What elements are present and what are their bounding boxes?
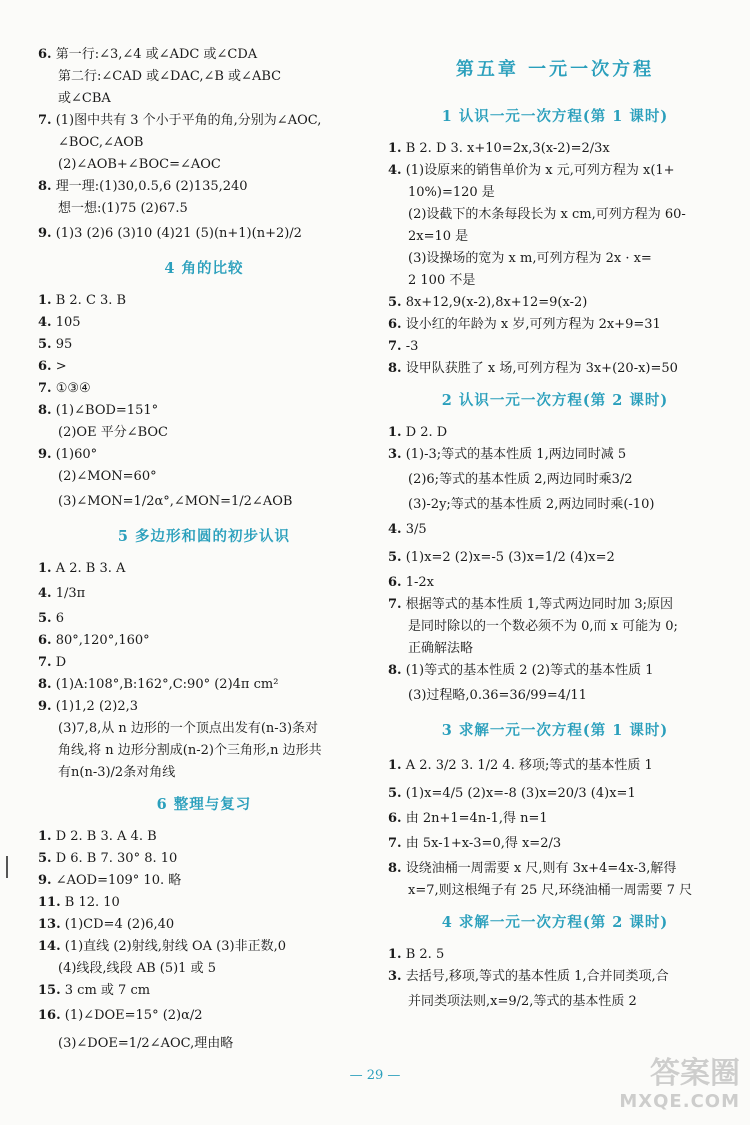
answer-text: x=7,则这根绳子有 25 尺,环绕油桶一周需要 7 尺 bbox=[408, 883, 693, 898]
answer-line bbox=[38, 1030, 370, 1058]
question-number: 6. bbox=[38, 47, 52, 62]
answer-text: 理一理:(1)30,0.5,6 (2)135,240 bbox=[55, 179, 248, 194]
answer-text: 3 cm 或 7 cm bbox=[64, 983, 151, 998]
answer-text: B 2. C 3. B bbox=[55, 293, 127, 308]
answer-text: (1)A:108°,B:162°,C:90° (2)4π cm² bbox=[55, 677, 279, 692]
answer-line bbox=[388, 226, 722, 248]
answer-text: (4)线段,线段 AB (5)1 或 5 bbox=[58, 961, 216, 976]
answer-line bbox=[38, 488, 370, 516]
section-heading: 2 认识一元一次方程(第 2 课时) bbox=[441, 392, 669, 409]
answer-line bbox=[388, 160, 722, 182]
question-number: 6. bbox=[388, 811, 402, 826]
question-number: 4. bbox=[388, 522, 402, 537]
question-number: 7. bbox=[38, 113, 52, 128]
answer-line bbox=[388, 204, 722, 226]
question-number: 1. bbox=[388, 425, 402, 440]
answer-text: > bbox=[55, 359, 67, 374]
answer-text: 第二行:∠CAD 或∠DAC,∠B 或∠ABC bbox=[58, 69, 282, 84]
answer-line bbox=[388, 660, 722, 682]
section-heading: 4 求解一元一次方程(第 2 课时) bbox=[441, 914, 669, 931]
answer-line bbox=[38, 740, 370, 762]
answer-line bbox=[388, 572, 722, 594]
answer-line bbox=[38, 652, 370, 674]
question-number: 7. bbox=[388, 597, 402, 612]
answer-line bbox=[38, 198, 370, 220]
answer-text: (2)6;等式的基本性质 2,两边同时乘3/2 bbox=[408, 472, 633, 487]
question-number: 1. bbox=[38, 829, 52, 844]
question-number: 6. bbox=[38, 633, 52, 648]
answer-text: (2)∠AOB+∠BOC=∠AOC bbox=[58, 157, 221, 172]
answer-text: (3)设操场的宽为 x m,可列方程为 2x · x= bbox=[408, 251, 652, 266]
answer-text: ∠BOC,∠AOB bbox=[58, 135, 144, 150]
answer-line bbox=[38, 44, 370, 66]
answer-text: (1)直线 (2)射线,射线 OA (3)非正数,0 bbox=[64, 939, 286, 954]
question-number: 8. bbox=[38, 403, 52, 418]
question-number: 1. bbox=[38, 561, 52, 576]
question-number: 8. bbox=[38, 677, 52, 692]
question-number: 1. bbox=[388, 758, 402, 773]
right-column bbox=[388, 44, 722, 1016]
answer-line bbox=[388, 494, 722, 516]
watermark-text: 答案圈 bbox=[650, 1056, 740, 1091]
answer-text: 105 bbox=[55, 315, 81, 330]
answer-line bbox=[388, 138, 722, 160]
answer-text: B 2. 5 bbox=[405, 947, 445, 962]
question-number: 8. bbox=[388, 361, 402, 376]
answer-line bbox=[38, 558, 370, 580]
answer-line bbox=[38, 870, 370, 892]
answer-text: B 12. 10 bbox=[64, 895, 120, 910]
question-number: 14. bbox=[38, 939, 61, 954]
answer-text: 3/5 bbox=[405, 522, 427, 537]
answer-text: (2)∠MON=60° bbox=[58, 469, 157, 484]
answer-line bbox=[38, 378, 370, 400]
answer-text: 根据等式的基本性质 1,等式两边同时加 3;原因 bbox=[405, 597, 674, 612]
question-number: 7. bbox=[388, 836, 402, 851]
answer-text: (3)7,8,从 n 边形的一个顶点出发有(n-3)条对 bbox=[58, 721, 319, 736]
answer-text: 1/3π bbox=[55, 586, 86, 601]
answer-text: 10%)=120 是 bbox=[408, 185, 495, 200]
question-number: 8. bbox=[388, 663, 402, 678]
question-number: 15. bbox=[38, 983, 61, 998]
answer-text: 6 bbox=[55, 611, 64, 626]
answer-line bbox=[38, 696, 370, 718]
answer-line bbox=[388, 594, 722, 616]
question-number: 5. bbox=[388, 295, 402, 310]
answer-line bbox=[388, 314, 722, 336]
answer-text: (1)∠DOE=15° (2)α/2 bbox=[64, 1008, 203, 1023]
answer-text: (1)图中共有 3 个小于平角的角,分别为∠AOC, bbox=[55, 113, 322, 128]
answer-line bbox=[388, 358, 722, 380]
answer-line bbox=[388, 830, 722, 858]
answer-text: 2 100 不是 bbox=[408, 273, 476, 288]
watermark-url: MXQE.COM bbox=[619, 1091, 740, 1112]
answer-line bbox=[38, 356, 370, 378]
section-heading: 6 整理与复习 bbox=[156, 796, 252, 813]
answer-text: (3)∠MON=1/2α°,∠MON=1/2∠AOB bbox=[58, 494, 293, 509]
answer-text: ①③④ bbox=[55, 381, 91, 396]
answer-line bbox=[388, 616, 722, 638]
answer-text: 有n(n-3)/2条对角线 bbox=[58, 765, 176, 780]
question-number: 9. bbox=[38, 873, 52, 888]
answer-text: (1)等式的基本性质 2 (2)等式的基本性质 1 bbox=[405, 663, 654, 678]
question-number: 4. bbox=[38, 315, 52, 330]
answer-line bbox=[38, 914, 370, 936]
answer-text: B 2. D 3. x+10=2x,3(x-2)=2/3x bbox=[405, 141, 610, 156]
left-column bbox=[38, 44, 370, 1058]
answer-text: 由 5x-1+x-3=0,得 x=2/3 bbox=[405, 836, 562, 851]
question-number: 7. bbox=[38, 381, 52, 396]
question-number: 7. bbox=[38, 655, 52, 670]
answer-line bbox=[38, 132, 370, 154]
answer-text: (1)CD=4 (2)6,40 bbox=[64, 917, 175, 932]
answer-text: 8x+12,9(x-2),8x+12=9(x-2) bbox=[405, 295, 588, 310]
answer-line bbox=[38, 892, 370, 914]
answer-text: (3)-2y;等式的基本性质 2,两边同时乘(-10) bbox=[408, 497, 655, 512]
answer-line bbox=[38, 312, 370, 334]
answer-text: (1)设原来的销售单价为 x 元,可列方程为 x(1+ bbox=[405, 163, 675, 178]
answer-line bbox=[388, 752, 722, 780]
section-heading: 1 认识一元一次方程(第 1 课时) bbox=[441, 108, 669, 125]
answer-line bbox=[388, 336, 722, 358]
question-number: 5. bbox=[38, 851, 52, 866]
answer-line bbox=[388, 270, 722, 292]
chapter-heading: 第五章 一元一次方程 bbox=[455, 59, 655, 80]
answer-line bbox=[38, 630, 370, 652]
answer-text: (1)1,2 (2)2,3 bbox=[55, 699, 139, 714]
answer-line bbox=[388, 988, 722, 1016]
answer-line bbox=[38, 936, 370, 958]
question-number: 5. bbox=[388, 550, 402, 565]
answer-line bbox=[38, 88, 370, 110]
question-number: 5. bbox=[38, 337, 52, 352]
answer-text: 是同时除以的一个数必须不为 0,而 x 可能为 0; bbox=[408, 619, 678, 634]
question-number: 16. bbox=[38, 1008, 61, 1023]
answer-line bbox=[388, 944, 722, 966]
question-number: 4. bbox=[388, 163, 402, 178]
answer-line bbox=[38, 334, 370, 356]
answer-line bbox=[38, 848, 370, 870]
answer-line bbox=[388, 248, 722, 270]
section-heading: 3 求解一元一次方程(第 1 课时) bbox=[441, 722, 669, 739]
answer-line bbox=[38, 290, 370, 312]
answer-text: -3 bbox=[405, 339, 419, 354]
answer-text: 设绕油桶一周需要 x 尺,则有 3x+4=4x-3,解得 bbox=[405, 861, 677, 876]
answer-text: (3)∠DOE=1/2∠AOC,理由略 bbox=[58, 1036, 234, 1051]
question-number: 1. bbox=[38, 293, 52, 308]
answer-line bbox=[388, 638, 722, 660]
answer-line bbox=[388, 780, 722, 808]
question-number: 13. bbox=[38, 917, 61, 932]
answer-text: (1)x=2 (2)x=-5 (3)x=1/2 (4)x=2 bbox=[405, 550, 615, 565]
answer-line bbox=[388, 516, 722, 544]
answer-line bbox=[38, 1002, 370, 1030]
answer-text: (1)x=4/5 (2)x=-8 (3)x=20/3 (4)x=1 bbox=[405, 786, 636, 801]
answer-text: (3)过程略,0.36=36/99=4/11 bbox=[408, 688, 587, 703]
answer-line bbox=[38, 110, 370, 132]
answer-line bbox=[38, 826, 370, 848]
answer-text: 1-2x bbox=[405, 575, 434, 590]
question-number: 1. bbox=[388, 141, 402, 156]
question-number: 4. bbox=[38, 586, 52, 601]
answer-line bbox=[388, 682, 722, 710]
answer-line bbox=[38, 762, 370, 784]
answer-line bbox=[38, 422, 370, 444]
answer-text: 2x=10 是 bbox=[408, 229, 469, 244]
answer-line bbox=[38, 66, 370, 88]
answer-line bbox=[38, 674, 370, 696]
question-number: 7. bbox=[388, 339, 402, 354]
answer-line bbox=[38, 608, 370, 630]
question-number: 9. bbox=[38, 447, 52, 462]
answer-line bbox=[388, 808, 722, 830]
answer-line bbox=[388, 444, 722, 466]
answer-text: A 2. 3/2 3. 1/2 4. 移项;等式的基本性质 1 bbox=[405, 758, 653, 773]
question-number: 3. bbox=[388, 969, 402, 984]
answer-text: D 2. D bbox=[405, 425, 448, 440]
answer-text: (1)∠BOD=151° bbox=[55, 403, 159, 418]
watermark-logo bbox=[590, 1057, 740, 1117]
answer-text: (2)OE 平分∠BOC bbox=[58, 425, 168, 440]
answer-text: 80°,120°,160° bbox=[55, 633, 150, 648]
answer-text: 角线,将 n 边形分割成(n-2)个三角形,n 边形共 bbox=[58, 743, 322, 758]
answer-line bbox=[388, 292, 722, 314]
question-number: 11. bbox=[38, 895, 61, 910]
answer-line bbox=[38, 466, 370, 488]
question-number: 6. bbox=[388, 575, 402, 590]
answer-text: (1)3 (2)6 (3)10 (4)21 (5)(n+1)(n+2)/2 bbox=[55, 226, 302, 241]
answer-line bbox=[388, 182, 722, 204]
answer-line bbox=[388, 422, 722, 444]
answer-line bbox=[38, 958, 370, 980]
answer-text: D bbox=[55, 655, 67, 670]
answer-line bbox=[38, 718, 370, 740]
question-number: 8. bbox=[38, 179, 52, 194]
answer-text: ∠AOD=109° 10. 略 bbox=[55, 873, 182, 888]
answer-text: (1)60° bbox=[55, 447, 98, 462]
question-number: 9. bbox=[38, 699, 52, 714]
answer-line bbox=[38, 580, 370, 608]
question-number: 9. bbox=[38, 226, 52, 241]
answer-line bbox=[38, 220, 370, 248]
answer-line bbox=[38, 400, 370, 422]
section-heading: 4 角的比较 bbox=[164, 260, 244, 277]
page-number: — 29 — bbox=[349, 1068, 401, 1083]
answer-text: 95 bbox=[55, 337, 73, 352]
answer-text: 或∠CBA bbox=[58, 91, 111, 106]
answer-text: 想一想:(1)75 (2)67.5 bbox=[58, 201, 188, 216]
answer-line bbox=[388, 966, 722, 988]
answer-text: A 2. B 3. A bbox=[55, 561, 126, 576]
answer-text: 第一行:∠3,∠4 或∠ADC 或∠CDA bbox=[55, 47, 258, 62]
answer-line bbox=[38, 980, 370, 1002]
answer-line bbox=[38, 444, 370, 466]
answer-text: 设甲队获胜了 x 场,可列方程为 3x+(20-x)=50 bbox=[405, 361, 678, 376]
section-heading: 5 多边形和圆的初步认识 bbox=[117, 528, 291, 545]
answer-line bbox=[38, 154, 370, 176]
answer-line bbox=[388, 544, 722, 572]
answer-text: 正确解法略 bbox=[408, 641, 474, 656]
answer-line bbox=[388, 466, 722, 494]
answer-line bbox=[38, 176, 370, 198]
answer-line bbox=[388, 880, 722, 902]
question-number: 8. bbox=[388, 861, 402, 876]
answer-text: D 6. B 7. 30° 8. 10 bbox=[55, 851, 178, 866]
question-number: 3. bbox=[388, 447, 402, 462]
answer-text: (2)设截下的木条每段长为 x cm,可列方程为 60- bbox=[408, 207, 686, 222]
margin-mark bbox=[6, 856, 8, 878]
answer-text: 去括号,移项,等式的基本性质 1,合并同类项,合 bbox=[405, 969, 669, 984]
question-number: 1. bbox=[388, 947, 402, 962]
answer-text: 并同类项法则,x=9/2,等式的基本性质 2 bbox=[408, 994, 637, 1009]
question-number: 5. bbox=[388, 786, 402, 801]
question-number: 6. bbox=[38, 359, 52, 374]
question-number: 5. bbox=[38, 611, 52, 626]
answer-text: 由 2n+1=4n-1,得 n=1 bbox=[405, 811, 548, 826]
answer-text: (1)-3;等式的基本性质 1,两边同时减 5 bbox=[405, 447, 627, 462]
answer-text: 设小红的年龄为 x 岁,可列方程为 2x+9=31 bbox=[405, 317, 661, 332]
question-number: 6. bbox=[388, 317, 402, 332]
answer-text: D 2. B 3. A 4. B bbox=[55, 829, 157, 844]
answer-line bbox=[388, 858, 722, 880]
